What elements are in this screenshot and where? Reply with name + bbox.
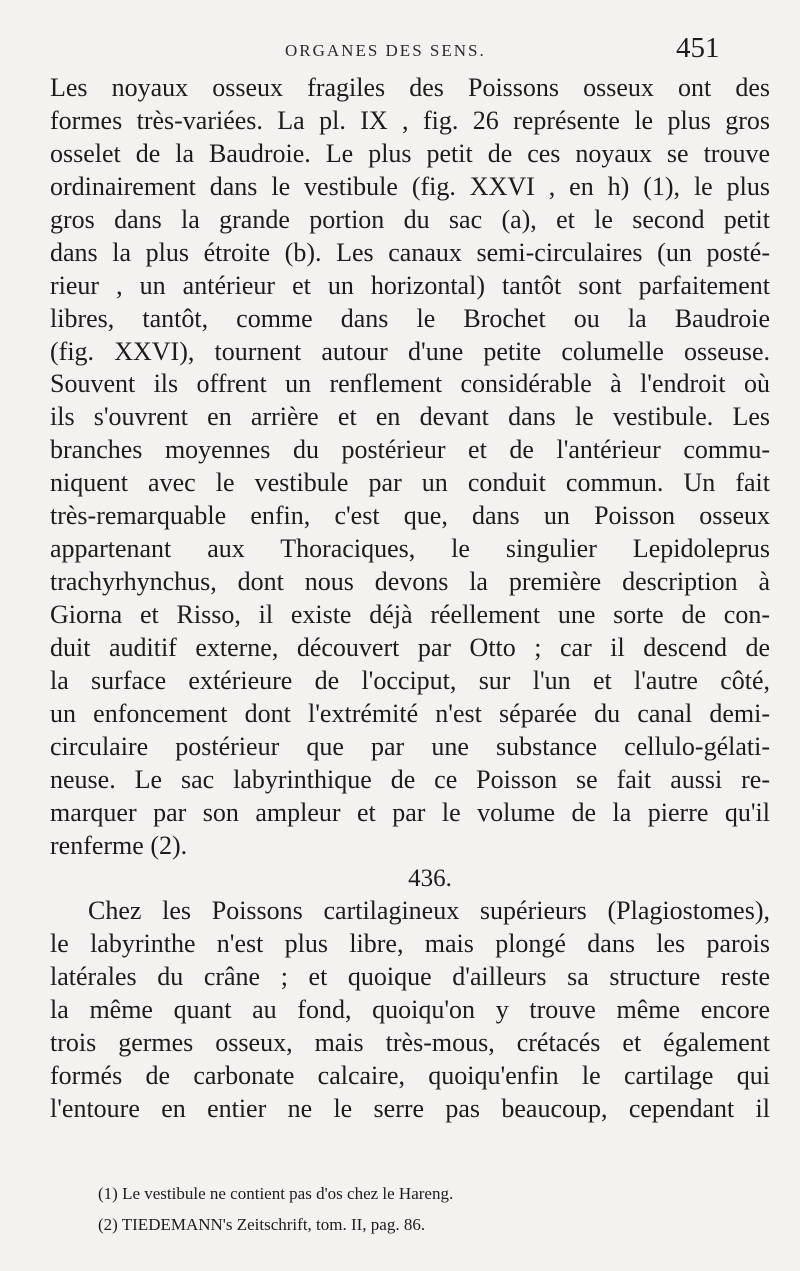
text-line: niquent avec le vestibule par un conduit commun. Un fait — [50, 468, 770, 498]
page-number: 451 — [676, 32, 720, 64]
text-line: Les noyaux osseux fragiles des Poissons osseux ont des — [50, 73, 770, 102]
text-line: gros dans la grande portion du sac (a), et le second petit — [50, 204, 770, 234]
page-header — [0, 32, 800, 68]
text-line: un enfoncement dont l'extrémité n'est séparée du canal demi- — [50, 698, 770, 728]
text-line: branches moyennes du postérieur et de l'antérieur commu- — [50, 435, 770, 465]
text-line: appartenant aux Thoraciques, le singulier Lepidoleprus — [50, 534, 770, 564]
text-line: rieur , un antérieur et un horizontal) tantôt sont parfaitement — [50, 270, 770, 300]
text-line: trois germes osseux, mais très-mous, crétacés et également — [50, 1028, 770, 1058]
text-line: la surface extérieure de l'occiput, sur l'un et l'autre côté, — [50, 665, 770, 695]
text-line: marquer par son ampleur et par le volume de la pierre qu'il — [50, 797, 770, 827]
text-line: osselet de la Baudroie. Le plus petit de ces noyaux se trouve — [50, 138, 770, 168]
running-head: ORGANES DES SENS. — [285, 41, 486, 60]
footnotes — [98, 1178, 778, 1240]
text-line: très-remarquable enfin, c'est que, dans un Poisson osseux — [50, 501, 770, 531]
text-line: circulaire postérieur que par une substance cellulo-gélati- — [50, 731, 770, 761]
paragraph-2 — [50, 895, 770, 1126]
text-line: trachyrhynchus, dont nous devons la première description à — [50, 567, 770, 597]
text-line: libres, tantôt, comme dans le Brochet ou la Baudroie — [50, 303, 770, 333]
text-line: le labyrinthe n'est plus libre, mais plongé dans les parois — [50, 929, 770, 959]
footnote-1: (1) Le vestibule ne contient pas d'os chez le Hareng. — [98, 1184, 454, 1203]
text-line: dans la plus étroite (b). Les canaux semi-circulaires (un posté- — [50, 237, 770, 267]
text-line: duit auditif externe, découvert par Otto ; car il descend de — [50, 632, 770, 662]
text-line: ordinairement dans le vestibule (fig. XXVI , en h) (1), le plus — [50, 171, 770, 201]
paragraph-1 — [50, 72, 770, 863]
text-line: Souvent ils offrent un renflement considérable à l'endroit où — [50, 369, 770, 399]
text-line: (fig. XXVI), tournent autour d'une petite columelle osseuse. — [50, 336, 770, 366]
text-line: la même quant au fond, quoiqu'on y trouve même encore — [50, 995, 770, 1025]
text-line: Giorna et Risso, il existe déjà réellement une sorte de con- — [50, 600, 770, 629]
text-line: formés de carbonate calcaire, quoiqu'enfin le cartilage qui — [50, 1061, 770, 1091]
text-line: formes très-variées. La pl. IX , fig. 26 représente le plus gros — [50, 105, 770, 135]
text-line: l'entoure en entier ne le serre pas beaucoup, cependant il — [50, 1094, 770, 1124]
text-line: ils s'ouvrent en arrière et en devant dans le vestibule. Les — [50, 402, 770, 432]
text-line: Chez les Poissons cartilagineux supérieurs (Plagiostomes), — [88, 896, 770, 926]
section-number: 436. — [408, 864, 452, 892]
text-line: neuse. Le sac labyrinthique de ce Poisson se fait aussi re- — [50, 764, 770, 794]
footnote-2: (2) TIEDEMANN's Zeitschrift, tom. II, pag. 86. — [98, 1215, 426, 1234]
text-line: renferme (2). — [50, 830, 188, 860]
text-line: latérales du crâne ; et quoique d'ailleurs sa structure reste — [50, 962, 770, 992]
body-text — [50, 72, 770, 1126]
